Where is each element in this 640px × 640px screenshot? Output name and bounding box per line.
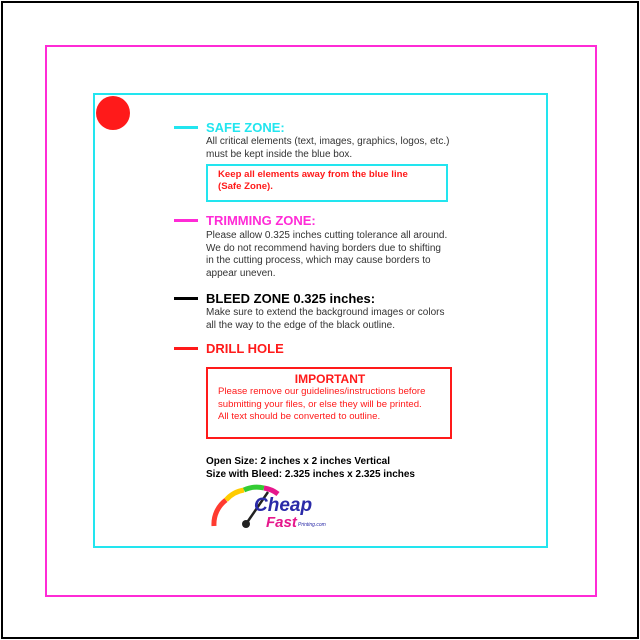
important-line-3: All text should be converted to outline. xyxy=(218,411,381,422)
safe-zone-warning-line-2: (Safe Zone). xyxy=(218,181,273,192)
bleed-zone-title: BLEED ZONE 0.325 inches: xyxy=(206,291,376,306)
safe-zone-line-icon xyxy=(174,126,198,129)
trimming-zone-line-2: We do not recommend having borders due to shifting xyxy=(206,242,441,254)
important-box xyxy=(206,367,452,439)
important-line-1: Please remove our guidelines/instructions before xyxy=(218,386,426,397)
safe-zone-warning-line-1: Keep all elements away from the blue line xyxy=(218,169,408,180)
important-body xyxy=(218,386,442,424)
bleed-zone-line-2: all the way to the edge of the black outline. xyxy=(206,319,396,331)
trimming-zone-description xyxy=(206,230,447,280)
trimming-zone-line-3: in the cutting process, which may cause borders to xyxy=(206,255,431,266)
trimming-zone-line-1: Please allow 0.325 inches cutting tolerance all around. xyxy=(206,230,448,241)
drill-hole-marker xyxy=(96,96,130,130)
trimming-zone-line-4: appear uneven. xyxy=(206,267,276,279)
safe-zone-line-2: must be kept inside the blue box. xyxy=(206,148,353,160)
trimming-zone-line-icon xyxy=(174,219,198,222)
size-info xyxy=(206,455,415,481)
safe-zone-warning-box xyxy=(206,164,448,202)
bleed-zone-line-1: Make sure to extend the background images or colors xyxy=(206,307,445,318)
open-size: Open Size: 2 inches x 2 inches Vertical xyxy=(206,456,390,467)
important-title: IMPORTANT xyxy=(294,372,366,386)
safe-zone-line-1: All critical elements (text, images, graphics, logos, etc.) xyxy=(206,136,450,147)
trimming-zone-title: TRIMMING ZONE: xyxy=(206,213,316,228)
important-line-2: submitting your files, or else they will be printed. xyxy=(218,398,422,410)
logo-cheap-text: Cheap xyxy=(254,495,313,516)
drill-hole-title: DRILL HOLE xyxy=(206,341,284,356)
bleed-zone-line-icon xyxy=(174,297,198,300)
safe-zone-title: SAFE ZONE: xyxy=(206,120,285,135)
bleed-zone-description xyxy=(206,307,444,332)
bleed-size: Size with Bleed: 2.325 inches x 2.325 inches xyxy=(206,469,415,480)
logo-printing-text: Printing.com xyxy=(298,522,326,528)
drill-hole-line-icon xyxy=(174,347,198,350)
safe-zone-description xyxy=(206,136,449,161)
logo-fast-text: Fast xyxy=(266,514,297,531)
